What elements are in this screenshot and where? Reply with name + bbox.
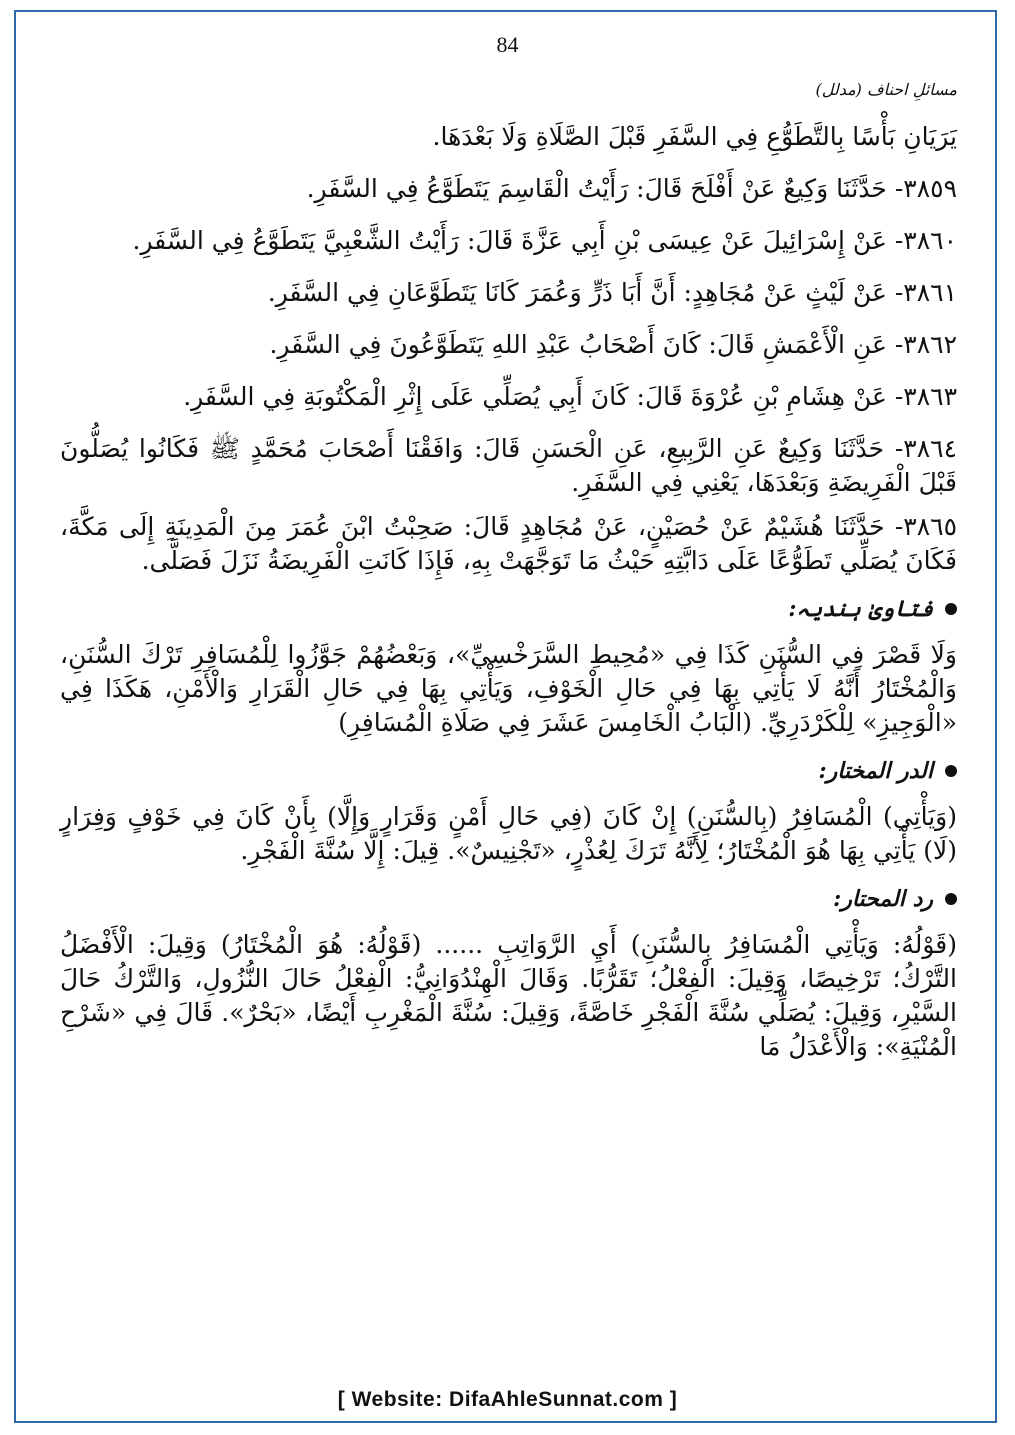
bullet-icon [945, 893, 957, 905]
website-footer: [ Website: DifaAhleSunnat.com ] [337, 1388, 678, 1411]
hadith-3862: ٣٨٦٢- عَنِ الْأَعْمَشِ قَالَ: كَانَ أَصْحَابُ عَبْدِ اللهِ يَتَطَوَّعُونَ فِي السَّفَرِ. [269, 330, 957, 359]
hadith-3864: ٣٨٦٤- حَدَّثَنَا وَكِيعٌ عَنِ الرَّبِيعِ، عَنِ الْحَسَنِ قَالَ: وَافَقْنَا أَصْحَابَ مُحَمَّدٍ ﷺ فَكَانُوا يُصَلُّونَ قَبْلَ الْفَرِيضَةِ وَبَعْدَهَا، يَعْنِي فِي السَّفَرِ. [60, 434, 957, 497]
hadith-3865: ٣٨٦٥- حَدَّثَنَا هُشَيْمٌ عَنْ حُصَيْنٍ، عَنْ مُجَاهِدٍ قَالَ: صَحِبْتُ ابْنَ عُمَرَ مِنَ الْمَدِينَةِ إِلَى مَكَّةَ، فَكَانَ يُصَلِّي تَطَوُّعًا عَلَى دَابَّتِهِ حَيْثُ مَا تَوَجَّهَتْ بِهِ، فَإِذَا كَانَتِ الْفَرِيضَةُ نَزَلَ فَصَلَّى. [60, 512, 957, 575]
bullet-icon [945, 603, 957, 615]
section-text-fatawa-hindiyya: وَلَا قَصْرَ فِي السُّنَنِ كَذَا فِي «مُحِيطِ السَّرَخْسِيِّ»، وَبَعْضُهُمْ جَوَّزُوا لِلْمُسَافِرِ تَرْكَ السُّنَنِ، وَالْمُخْتَارُ أَنَّهُ لَا يَأْتِي بِهَا فِي حَالِ الْخَوْفِ، وَيَأْتِي بِهَا فِي حَالِ الْقَرَارِ وَالْأَمْنِ، هَكَذَا فِي «الْوَجِيزِ» لِلْكَرْدَرِيِّ. (الْبَابُ الْخَامِسَ عَشَرَ فِي صَلَاةِ الْمُسَافِرِ) [60, 640, 957, 737]
bullet-icon [945, 765, 957, 777]
hadith-line: يَرَيَانِ بَأْسًا بِالتَّطَوُّعِ فِي السَّفَرِ قَبْلَ الصَّلَاةِ وَلَا بَعْدَهَا. [432, 122, 957, 151]
section-heading-radd-muhtar [60, 882, 957, 916]
page-number: 84 [496, 32, 519, 57]
section-text-radd-muhtar: (قَوْلُهُ: وَيَأْتِي الْمُسَافِرُ بِالسُّنَنِ) أَيِ الرَّوَاتِبِ ...... (قَوْلُهُ: هُوَ الْمُخْتَارُ) وَقِيلَ: الْأَفْضَلُ التَّرْكُ؛ تَرْخِيصًا، وَقِيلَ: الْفِعْلُ؛ تَقَرُّبًا. وَقَالَ الْهِنْدُوَانِيُّ: الْفِعْلُ حَالَ النُّزُولِ، وَالتَّرْكُ حَالَ السَّيْرِ، وَقِيلَ: يُصَلِّي سُنَّةَ الْفَجْرِ خَاصَّةً، وَقِيلَ: سُنَّةَ الْمَغْرِبِ أَيْضًا، «بَحْرٌ». قَالَ فِي «شَرْحِ الْمُنْيَةِ»: وَالْأَعْدَلُ مَا [60, 930, 957, 1061]
hadith-3860: ٣٨٦٠- عَنْ إِسْرَائِيلَ عَنْ عِيسَى بْنِ أَبِي عَزَّةَ قَالَ: رَأَيْتُ الشَّعْبِيَّ يَتَطَوَّعُ فِي السَّفَرِ. [132, 226, 957, 255]
hadith-3861: ٣٨٦١- عَنْ لَيْثٍ عَنْ مُجَاهِدٍ: أَنَّ أَبَا ذَرٍّ وَعُمَرَ كَانَا يَتَطَوَّعَانِ فِي السَّفَرِ. [267, 278, 957, 307]
section-heading-label: فتاویٰ ہندیہ: [788, 596, 933, 622]
page-body [60, 120, 957, 1074]
running-header: مسائلِ احناف (مدلل) [815, 80, 957, 99]
section-heading-label: الدر المختار: [818, 758, 933, 784]
hadith-3863: ٣٨٦٣- عَنْ هِشَامِ بْنِ عُرْوَةَ قَالَ: كَانَ أَبِي يُصَلِّي عَلَى إِثْرِ الْمَكْتُوبَةِ فِي السَّفَرِ. [183, 382, 957, 411]
section-heading-fatawa-hindiyya [60, 592, 957, 626]
hadith-3859: ٣٨٥٩- حَدَّثَنَا وَكِيعٌ عَنْ أَفْلَحَ قَالَ: رَأَيْتُ الْقَاسِمَ يَتَطَوَّعُ فِي السَّفَرِ. [306, 174, 957, 203]
section-heading-durr-mukhtar [60, 754, 957, 788]
section-text-durr-mukhtar: (وَيَأْتِي) الْمُسَافِرُ (بِالسُّنَنِ) إِنْ كَانَ (فِي حَالِ أَمْنٍ وَقَرَارٍ وَإِلَّا) بِأَنْ كَانَ فِي خَوْفٍ وَفِرَارٍ (لَا) يَأْتِي بِهَا هُوَ الْمُخْتَارُ؛ لِأَنَّهُ تَرَكَ لِعُذْرٍ، «تَجْنِيسٌ». قِيلَ: إِلَّا سُنَّةَ الْفَجْرِ. [60, 802, 957, 865]
section-heading-label: رد المحتار: [833, 886, 933, 912]
